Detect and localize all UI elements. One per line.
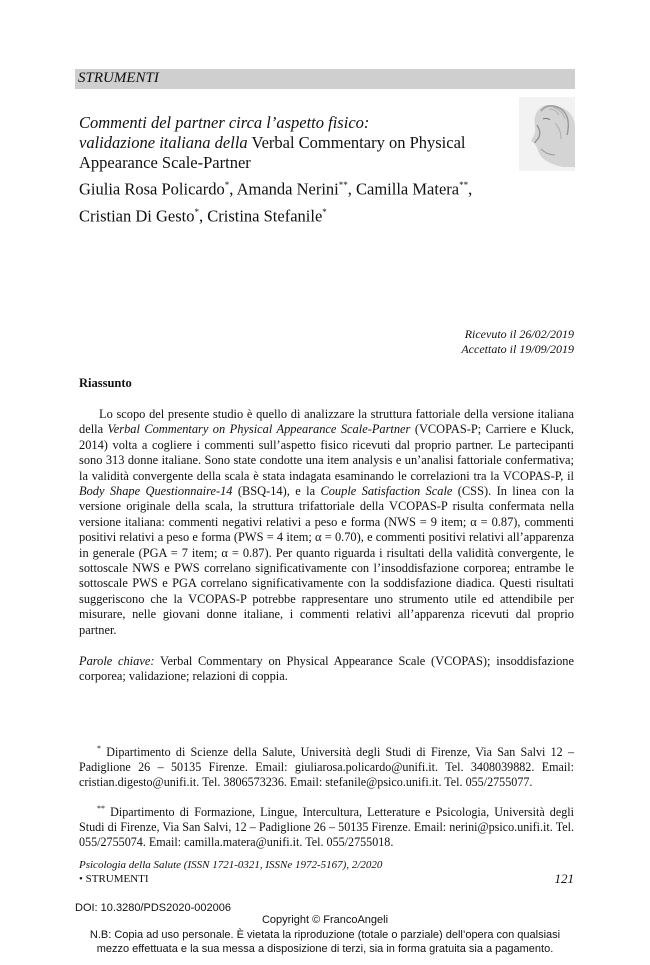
author-name: Giulia Rosa Policardo [79,179,225,199]
author-name: Cristian Di Gesto [79,206,195,225]
title-italic-line-2: validazione italiana della [79,133,248,152]
keywords-label: Parole chiave: [79,654,155,668]
author-affiliation-mark: ** [338,180,348,190]
author-affiliation-mark: * [224,180,230,190]
author-name: Camilla Matera [356,179,460,199]
page-number: 121 [554,871,574,886]
title-italic-line-1: Commenti del partner circa l’aspetto fisico: [79,113,370,132]
affiliation-text: Dipartimento di Formazione, Lingue, Intercultura, Letterature e Psicologia, Università degli Studi di Firenze, Via San Salvi, 12 – Padiglione 26 – 50135 Firenze. Email: nerini@psico.unifi.it. Tel. 055/2755074. Email: camilla.matera@unifi.it. Tel. 055/2755018. [79,805,574,850]
title-scale-name: Verbal Commentary on Physical Appearance Scale-Partner [79,133,466,172]
author-affiliation-mark: * [194,206,199,217]
footer-section-label: • STRUMENTI [79,873,149,885]
received-date: Ricevuto il 26/02/2019 [464,327,574,341]
abstract-css-title: Couple Satisfaction Scale [320,484,453,499]
author-list [79,174,539,227]
author-separator: , [347,179,357,199]
copyright-line: Copyright © FrancoAngeli [261,914,389,926]
author-separator: , [229,179,237,199]
affiliation-note [79,741,574,790]
author-separator: , [199,206,208,225]
affiliation-mark: * [97,744,101,753]
abstract-bsq-title: Body Shape Questionnaire-14 [79,484,233,499]
article-title [79,113,519,173]
abstract-segment: (BSQ-14), e la [232,484,321,499]
keywords [79,654,574,685]
affiliation-text: Dipartimento di Scienze della Salute, Università degli Studi di Firenze, Via San Salvi 12 – Padiglione 26 – 50135 Firenze. Email: giuliarosa.policardo@unifi.it. Tel. 3408039882. Email: cristian.digesto@unifi.it. Tel. 3806573236. Email: stefanile@psico.unifi.it. Tel. 055/2755077. [79,745,574,790]
author-affiliation-mark: ** [459,180,469,190]
journal-citation: Psicologia della Salute (ISSN 1721-0321, ISSNe 1972-5167), 2/2020 [79,859,383,871]
usage-notice-line: N.B: Copia ad uso personale. È vietata la riproduzione (totale o parziale) dell’opera con qualsiasi [89,929,561,941]
author-name: Amanda Nerini [236,179,339,199]
usage-notice-line: mezzo effettuata e la sua messa a disposizione di terzi, sia in forma gratuita sia a pagamento. [96,943,554,955]
abstract-segment: Lo scopo del presente studio è quello di analizzare la struttura fattoriale della versione italiana della [79,407,574,437]
keywords-text: Verbal Commentary on Physical Appearance Scale (VCOPAS); insoddisfazione corporea; validazione; relazioni di coppia. [79,654,574,684]
section-label: STRUMENTI [78,70,159,86]
abstract-heading: Riassunto [79,376,132,390]
abstract-segment: (CSS). In linea con la versione originale della scala, la struttura trifattoriale della VCOPAS-P risulta confermata nella versione italiana: commenti negativi relativi a peso e forma (NWS = 9 item; α = 0.87), commenti positivi relativi a peso e forma (PWS = 4 item; α = 0.70), e commenti positivi relativi all’apparenza in generale (PGA = 7 item; α = 0.87). Per quanto riguarda i risultati della validità convergente, le sottoscale NWS e PWS correlano significativamente con l’insoddisfazione corporea; entrambe le sottoscale PWS e PGA correlano significativamente con la soddisfazione diadica. Questi risultati suggeriscono che la VCOPAS-P potrebbe rappresentare uno strumento utile ed attendibile per misurare, nelle giovani donne italiane, i commenti relativi all’apparenza ricevuti dal proprio partner. [79,484,574,637]
doi-line: DOI: 10.3280/PDS2020-002006 [75,902,231,914]
abstract-scale-title: Verbal Commentary on Physical Appearance Scale-Partner [107,422,411,437]
accepted-date: Accettato il 19/09/2019 [461,342,574,356]
author-separator: , [468,179,473,199]
section-header-bar [75,69,575,89]
author-affiliation-mark: * [322,206,327,217]
submission-dates [461,327,574,357]
affiliation-mark: ** [97,804,105,813]
abstract-text [79,407,574,638]
usage-notice [0,928,650,956]
portrait-engraving-image [519,97,575,171]
affiliation-note [79,801,574,850]
author-name: Cristina Stefanile [207,206,323,225]
abstract-segment: (VCOPAS-P; Carriere e Kluck, 2014) volta a cogliere i commenti sull’aspetto fisico ricevuti dal proprio partner. Le partecipanti sono 313 donne italiane. Sono state condotte una item analysis e un’analisi fattoriale confermativa; la validità convergente della scala è stata indagata esaminando le correlazioni tra la VCOPAS-P, il [79,422,574,483]
